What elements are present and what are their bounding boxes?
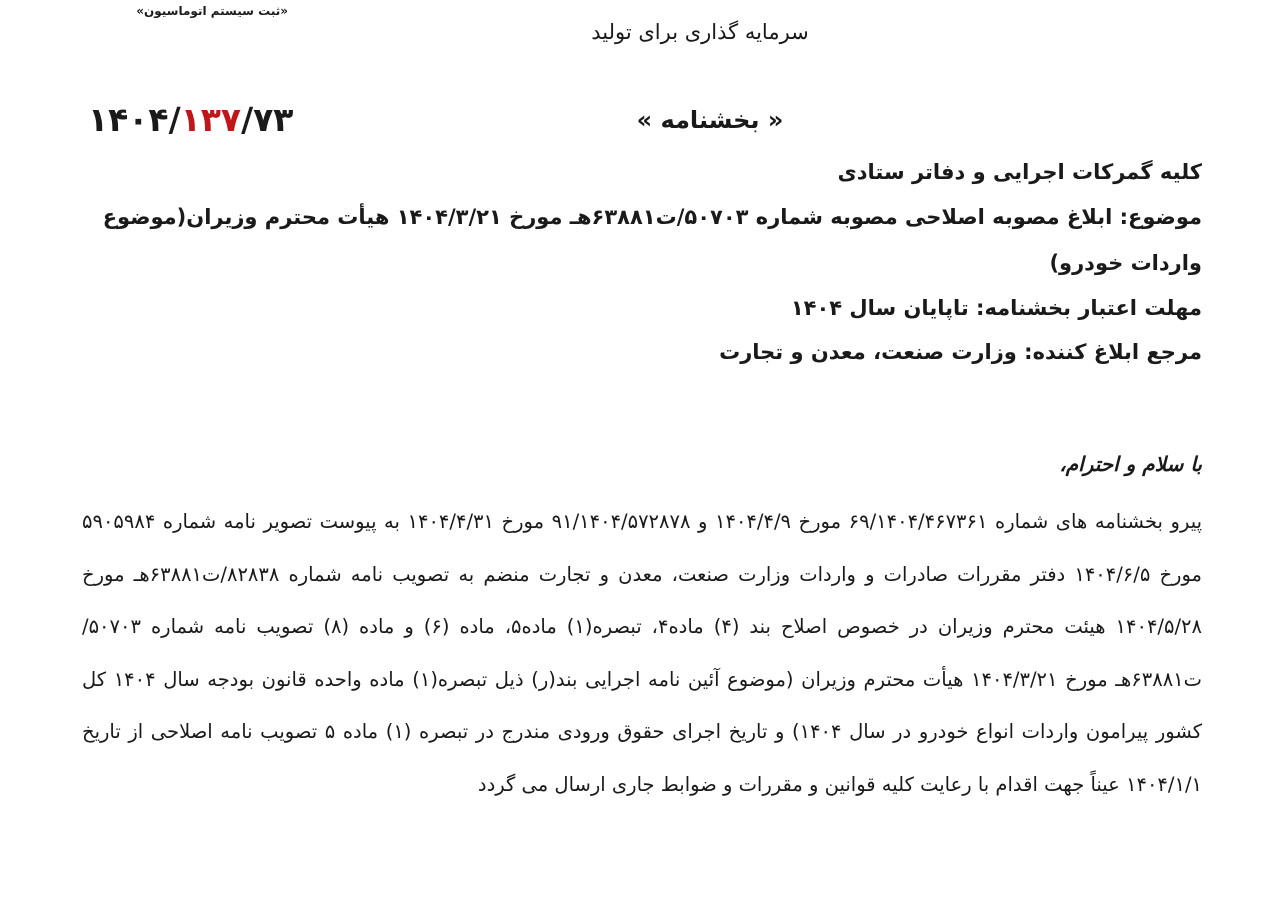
slogan: سرمایه گذاری برای تولید (591, 20, 809, 44)
automation-registration-note: «ثبت سیستم اتوماسیون» (136, 4, 288, 18)
subject: موضوع: ابلاغ مصوبه اصلاحی مصوبه شماره ۵۰۷۰۳/ت۶۳۸۸۱هـ مورخ ۱۴۰۴/۳/۲۱ هیأت محترم وزیران(موضوع واردات خودرو) (102, 205, 1202, 275)
greeting: با سلام و احترام، (1059, 452, 1202, 476)
document-number-highlight: ۱۳۷ (180, 100, 242, 139)
recipients: کلیه گمرکات اجرایی و دفاتر ستادی (837, 160, 1202, 184)
document-number-prefix: ۱۴۰۴/ (88, 100, 181, 139)
document-title: « بخشنامه » (636, 106, 784, 134)
body-paragraph: پیرو بخشنامه های شماره ۶۹/۱۴۰۴/۴۶۷۳۶۱ مورخ ۱۴۰۴/۴/۹ و ۹۱/۱۴۰۴/۵۷۲۸۷۸ مورخ ۱۴۰۴/۴/۳۱ به پیوست تصویر نامه شماره ۵۹۰۵۹۸۴ مورخ ۱۴۰۴/۶/۵ دفتر مقررات صادرات و واردات وزارت صنعت، معدن و تجارت منضم به تصویب نامه شماره ۸۲۸۳۸/ت۶۳۸۸۱هـ مورخ ۱۴۰۴/۵/۲۸ هیئت محترم وزیران در خصوص اصلاح بند (۴) ماده۴، تبصره(۱) ماده۵، ماده (۶) و ماده (۸) تصویب نامه شماره ۵۰۷۰۳/ت۶۳۸۸۱هـ مورخ ۱۴۰۴/۳/۲۱ هیأت محترم وزیران (موضوع آئین نامه اجرایی بند(ر) ذیل تبصره(۱) ماده واحده قانون بودجه سال ۱۴۰۴ کل کشور پیرامون واردات انواع خودرو در سال ۱۴۰۴) و تاریخ اجرای حقوق ورودی مندرج در تبصره (۱) ماده ۵ تصویب نامه اصلاحی از تاریخ ۱۴۰۴/۱/۱ عیناً جهت اقدام با رعایت کلیه قوانین و مقررات و ضوابط جاری ارسال می گردد (82, 510, 1203, 796)
document-number (88, 100, 293, 139)
document-number-suffix: /۷۳ (241, 100, 294, 139)
letter-info (92, 150, 1202, 374)
issuing-authority: مرجع ابلاغ کننده: وزارت صنعت، معدن و تجارت (719, 340, 1202, 364)
validity-period: مهلت اعتبار بخشنامه: تاپایان سال ۱۴۰۴ (790, 296, 1202, 320)
